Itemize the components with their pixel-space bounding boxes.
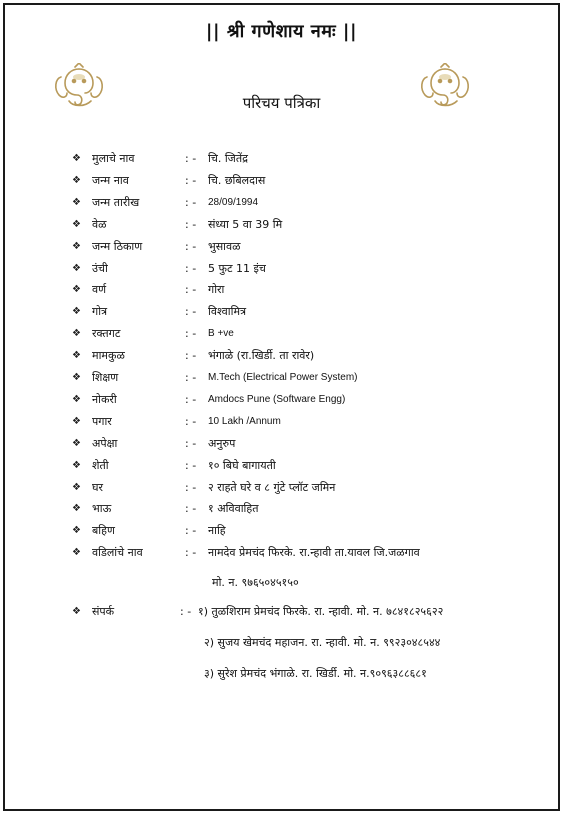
field-value: नामदेव प्रेमचंद फिरके. रा.न्हावी ता.यावल जि.जळगाव	[208, 546, 420, 559]
separator: : -	[185, 327, 197, 340]
field-value: नाहि	[208, 524, 226, 537]
bullet-icon: ❖	[72, 241, 81, 252]
field-value: संध्या 5 वा 39 मि	[208, 218, 283, 231]
bullet-icon: ❖	[72, 263, 81, 274]
separator: : -	[185, 174, 197, 187]
bullet-icon: ❖	[72, 219, 81, 230]
bullet-icon: ❖	[72, 547, 81, 558]
separator: : -	[185, 437, 197, 450]
field-label: वेळ	[92, 218, 107, 231]
separator: : -	[185, 152, 197, 165]
bullet-icon: ❖	[72, 525, 81, 536]
field-label: पगार	[92, 415, 112, 428]
bullet-icon: ❖	[72, 460, 81, 471]
bullet-icon: ❖	[72, 372, 81, 383]
contact-entry: १) तुळशिराम प्रेमचंद फिरके. रा. न्हावी. मो. न. ७८४१८२५६२२	[198, 605, 444, 618]
document-title: परिचय पत्रिका	[242, 94, 321, 112]
contact-entry: ३) सुरेश प्रेमचंद भंगाळे. रा. खिर्डी. मो. न.९०९६३८८६८१	[204, 667, 427, 680]
field-label: भाऊ	[92, 502, 112, 515]
field-label: जन्म नाव	[92, 174, 129, 187]
field-label: मुलाचे नाव	[92, 152, 135, 165]
bullet-icon: ❖	[72, 197, 81, 208]
separator: : -	[185, 459, 197, 472]
bullet-icon: ❖	[72, 606, 81, 617]
field-label: गोत्र	[92, 305, 108, 318]
bullet-icon: ❖	[72, 416, 81, 427]
field-value: 28/09/1994	[208, 197, 259, 208]
field-label: अपेक्षा	[92, 437, 118, 450]
field-value: Amdocs Pune (Software Engg)	[208, 394, 346, 405]
separator: : -	[185, 196, 197, 209]
separator: : -	[185, 240, 197, 253]
field-label: बहिण	[92, 524, 115, 537]
field-label: जन्म तारीख	[92, 196, 140, 209]
field-value: चि. छबिलदास	[208, 174, 266, 187]
separator: : -	[180, 605, 192, 618]
bullet-icon: ❖	[72, 153, 81, 164]
separator: : -	[185, 349, 197, 362]
field-value: भुसावळ	[208, 240, 241, 253]
field-label: वडिलांचे नाव	[92, 546, 143, 559]
separator: : -	[185, 393, 197, 406]
bullet-icon: ❖	[72, 175, 81, 186]
field-value: गोरा	[208, 283, 225, 296]
bullet-icon: ❖	[72, 482, 81, 493]
field-value: अनुरुप	[208, 437, 236, 450]
separator: : -	[185, 305, 197, 318]
separator: : -	[185, 481, 197, 494]
father-mobile: मो. न. ९७६५०४५१५०	[212, 576, 299, 589]
field-label: नोकरी	[92, 393, 117, 406]
field-value: १ अविवाहित	[208, 502, 259, 515]
bullet-icon: ❖	[72, 350, 81, 361]
contact-label: संपर्क	[92, 605, 115, 618]
field-value: विश्वामित्र	[208, 305, 247, 318]
field-value: १० बिघे बागायती	[208, 459, 276, 472]
field-label: शेती	[92, 459, 109, 472]
bullet-icon: ❖	[72, 438, 81, 449]
field-label: रक्तगट	[92, 327, 121, 340]
separator: : -	[185, 262, 197, 275]
separator: : -	[185, 371, 197, 384]
field-value: 10 Lakh /Annum	[208, 416, 281, 427]
field-label: घर	[92, 481, 103, 494]
field-value: 5 फुट 11 इंच	[208, 262, 266, 275]
separator: : -	[185, 502, 197, 515]
field-label: शिक्षण	[92, 371, 119, 384]
separator: : -	[185, 415, 197, 428]
bullet-icon: ❖	[72, 394, 81, 405]
field-label: वर्ण	[92, 283, 107, 296]
field-value: M.Tech (Electrical Power System)	[208, 372, 358, 383]
separator: : -	[185, 524, 197, 537]
bullet-icon: ❖	[72, 328, 81, 339]
field-label: जन्म ठिकाण	[92, 240, 143, 253]
field-value: B +ve	[208, 328, 234, 339]
bullet-icon: ❖	[72, 503, 81, 514]
separator: : -	[185, 218, 197, 231]
invocation-heading: || श्री गणेशाय नमः ||	[205, 21, 358, 42]
field-value: २ राहते घरे व ८ गुंटे प्लॉट जमिन	[208, 481, 336, 494]
page-frame	[3, 3, 560, 811]
contact-entry: २) सुजय खेमचंद महाजन. रा. न्हावी. मो. न. ९९२३०४८५४४	[204, 636, 441, 649]
separator: : -	[185, 283, 197, 296]
field-label: मामकुळ	[92, 349, 125, 362]
field-value: भंगाळे (रा.खिर्डी. ता रावेर)	[208, 349, 315, 362]
bullet-icon: ❖	[72, 284, 81, 295]
bullet-icon: ❖	[72, 306, 81, 317]
field-label: उंची	[92, 262, 108, 275]
separator: : -	[185, 546, 197, 559]
field-value: चि. जितेंद्र	[208, 152, 248, 165]
